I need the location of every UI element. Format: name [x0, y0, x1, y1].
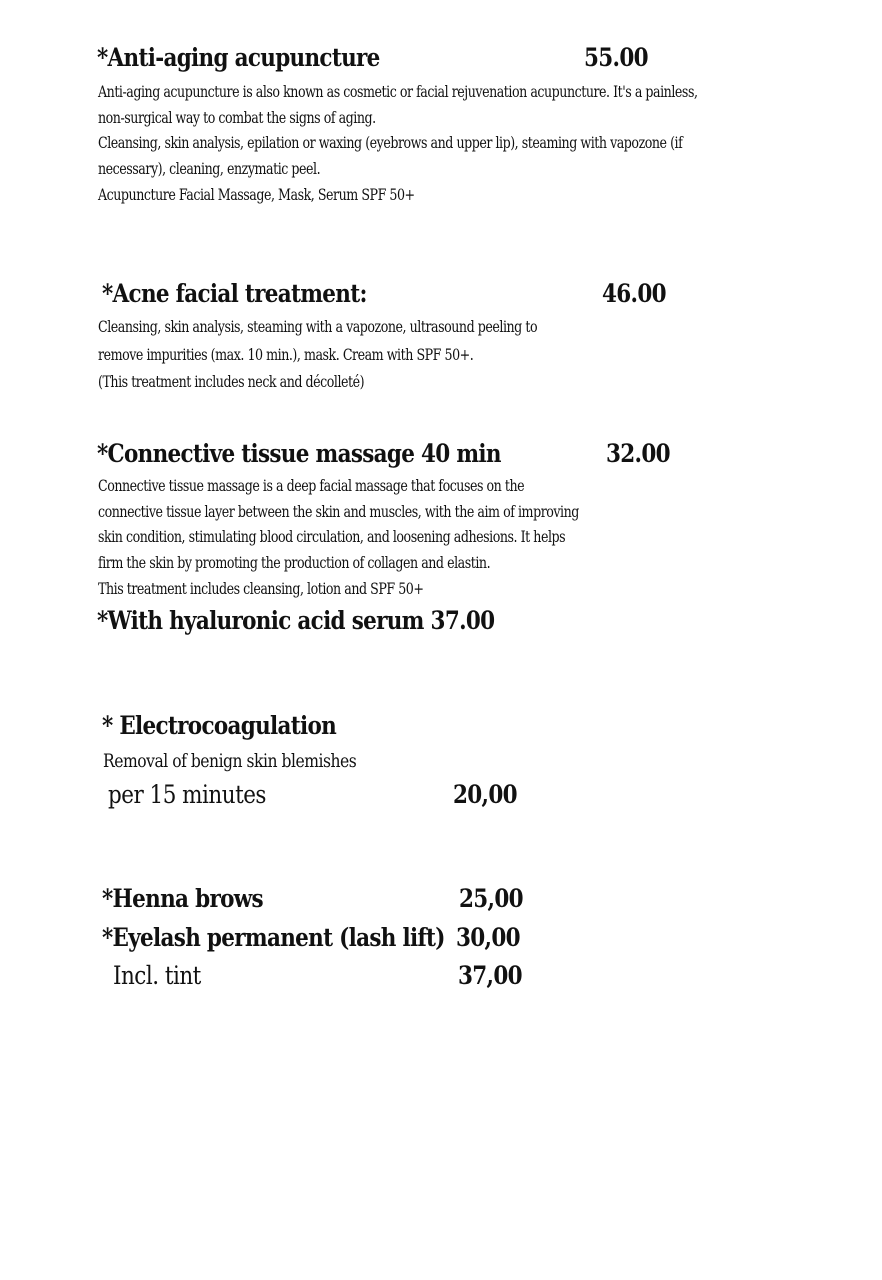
- description-line: necessary), cleaning, enzymatic peel.: [98, 159, 321, 179]
- service-description-acne: [98, 313, 537, 396]
- description-line: Cleansing, skin analysis, epilation or waxing (eyebrows and upper lip), steaming with vapozone (if: [98, 133, 683, 153]
- service-price-connective: 32.00: [606, 439, 670, 468]
- service-label-incl-tint: Incl. tint: [113, 961, 201, 990]
- description-line: Acupuncture Facial Massage, Mask, Serum SPF 50+: [98, 184, 415, 204]
- description-line: Cleansing, skin analysis, steaming with a vapozone, ultrasound peeling to: [98, 317, 538, 336]
- description-line: remove impurities (max. 10 min.), mask. Cream with SPF 50+.: [98, 344, 474, 364]
- service-title-lash-lift: *Eyelash permanent (lash lift): [102, 923, 445, 952]
- service-subtitle-electro: Removal of benign skin blemishes: [103, 750, 357, 772]
- service-price-anti-aging: 55.00: [584, 43, 648, 72]
- service-unit-electro: per 15 minutes: [108, 780, 266, 809]
- service-description-connective: [98, 473, 579, 602]
- description-line: skin condition, stimulating blood circulation, and loosening adhesions. It helps: [98, 527, 566, 547]
- service-title-electro: * Electrocoagulation: [102, 711, 337, 740]
- description-line: firm the skin by promoting the production of collagen and elastin.: [98, 553, 491, 573]
- description-line: This treatment includes cleansing, lotion and SPF 50+: [98, 578, 424, 598]
- description-line: connective tissue layer between the skin and muscles, with the aim of improving: [98, 501, 579, 521]
- description-line: Connective tissue massage is a deep facial massage that focuses on the: [98, 476, 525, 495]
- description-line: non-surgical way to combat the signs of aging.: [98, 107, 376, 127]
- service-title-acne: *Acne facial treatment:: [102, 279, 367, 308]
- service-title-henna-brows: *Henna brows: [102, 884, 263, 913]
- service-price-incl-tint: 37,00: [458, 961, 522, 990]
- service-price-acne: 46.00: [602, 279, 666, 308]
- description-line: Anti-aging acupuncture is also known as cosmetic or facial rejuvenation acupuncture. It's a painless,: [98, 82, 698, 101]
- service-title-anti-aging: *Anti-aging acupuncture: [97, 43, 380, 72]
- service-price-electro: 20,00: [453, 780, 517, 809]
- service-title-connective: *Connective tissue massage 40 min: [97, 439, 501, 468]
- description-line: (This treatment includes neck and décolleté): [98, 372, 365, 392]
- service-price-lash-lift: 30,00: [456, 923, 520, 952]
- service-price-henna-brows: 25,00: [459, 884, 523, 913]
- service-description-anti-aging: [98, 79, 697, 208]
- service-addon-hyaluronic: *With hyaluronic acid serum 37.00: [97, 606, 495, 635]
